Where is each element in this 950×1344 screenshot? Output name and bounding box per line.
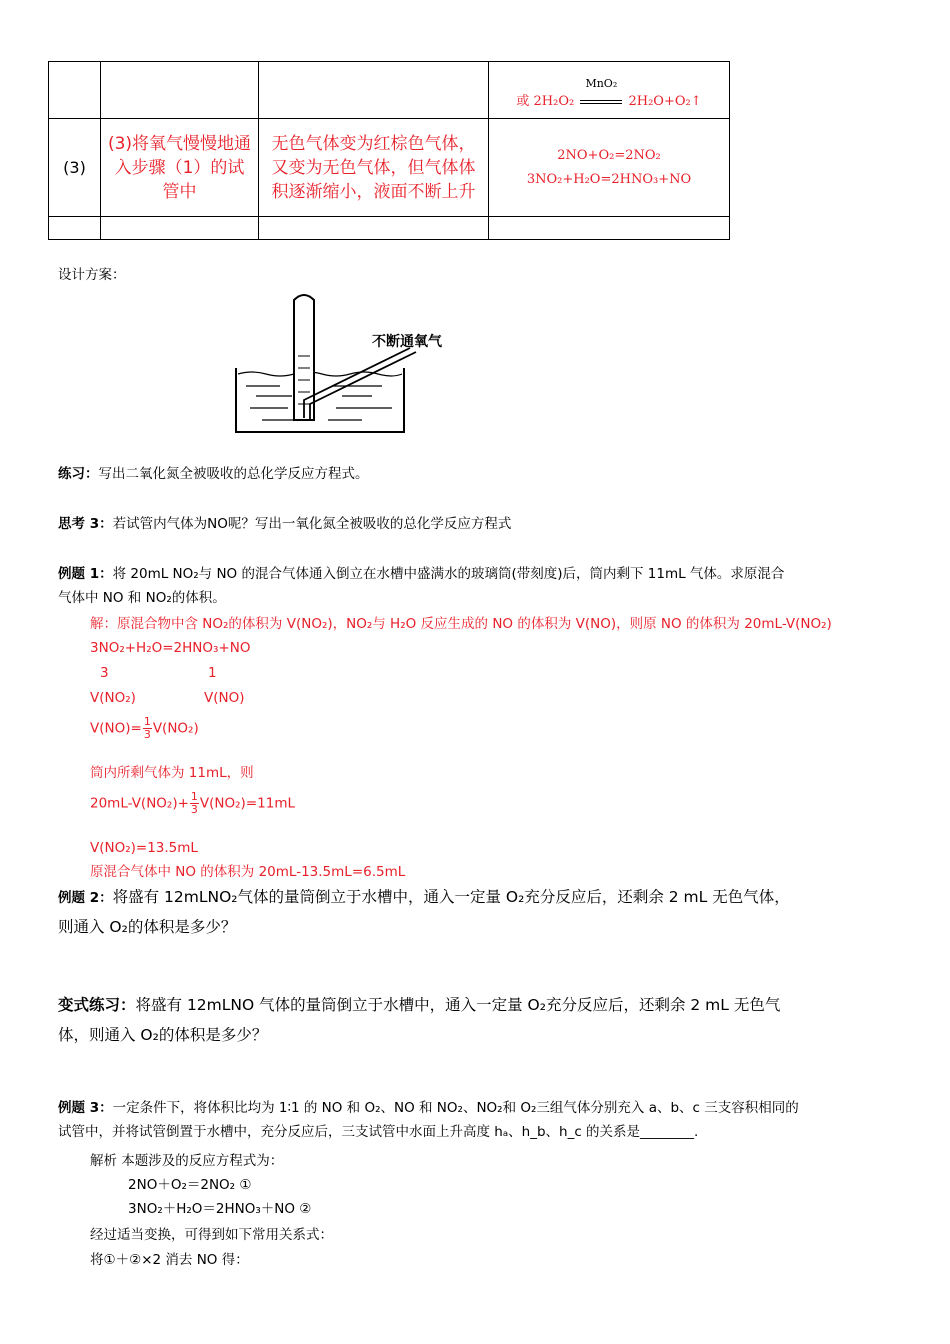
example3-text: 一定条件下，将体积比均为 1∶1 的 NO 和 O₂、NO 和 NO₂、NO₂和 O₂三组气体分别充入 a、b、c 三支容积相同的 — [112, 1100, 799, 1116]
table-cell — [489, 217, 730, 240]
example3-text: 试管中，并将试管倒置于水槽中，充分反应后，三支试管中水面上升高度 hₐ、h_b、h_c 的关系是________. — [58, 1124, 699, 1140]
equation-prefix: 或 2H₂O₂ — [516, 94, 575, 109]
example3-label: 例题 3： — [58, 1100, 113, 1116]
table-cell — [489, 62, 730, 119]
operation-cell: (3)将氧气慢慢地通入步骤（1）的试管中 — [101, 119, 259, 217]
table-cell — [101, 217, 259, 240]
fraction-denominator: 3 — [190, 803, 198, 816]
variant-text: 体，则通入 O₂的体积是多少？ — [58, 1026, 268, 1044]
fraction-numerator: 1 — [143, 715, 151, 728]
design-label: 设计方案： — [58, 267, 126, 283]
table-row — [49, 119, 730, 217]
table-cell — [259, 62, 489, 119]
think3 — [58, 512, 898, 536]
equation-part: V(NO)= — [90, 720, 142, 737]
example1-text: 将 20mL NO₂与 NO 的混合气体通入倒立在水槽中盛满水的玻璃筒(带刻度)后，筒内剩下 11mL 气体。求原混合 — [112, 566, 785, 582]
solution-line: 原混合气体中 NO 的体积为 20mL-13.5mL=6.5mL — [90, 864, 406, 880]
table-row — [49, 62, 730, 119]
decomposition-equation — [516, 77, 702, 109]
volume-variable: V(NO) — [204, 690, 245, 706]
coefficient: 3 — [100, 665, 109, 681]
think3-text: 若试管内气体为NO呢？写出一氧化氮全被吸收的总化学反应方程式 — [112, 516, 512, 532]
double-line-arrow — [580, 100, 622, 104]
solution-line: 解：原混合物中含 NO₂的体积为 V(NO₂)，NO₂与 H₂O 反应生成的 NO 的体积为 V(NO)，则原 NO 的体积为 20mL-V(NO₂) — [90, 616, 832, 632]
practice-text: 写出二氧化氮全被吸收的总化学反应方程式。 — [98, 466, 369, 482]
fraction — [190, 791, 199, 816]
table-row — [49, 217, 730, 240]
practice — [58, 462, 898, 486]
example2-text: 将盛有 12mLNO₂气体的量筒倒立于水槽中，通入一定量 O₂充分反应后，还剩余 2 mL 无色气体， — [112, 888, 790, 906]
reaction-1: 2NO＋O₂＝2NO₂ ① — [128, 1177, 252, 1193]
variant-label: 变式练习： — [58, 996, 136, 1014]
catalyst-label: MnO₂ — [585, 77, 618, 90]
coefficient: 1 — [208, 665, 217, 681]
example3 — [58, 1096, 898, 1144]
analysis-line: 解析 本题涉及的反应方程式为： — [90, 1153, 284, 1169]
table-cell — [49, 217, 101, 240]
fraction — [143, 716, 152, 741]
fraction-numerator: 1 — [190, 790, 198, 803]
experiment-table — [48, 61, 730, 240]
transform-line: 经过适当变换，可得到如下常用关系式： — [90, 1227, 333, 1243]
solution-line: 筒内所剩气体为 11mL，则 — [90, 765, 254, 781]
equation-b — [90, 791, 295, 816]
reaction-2: 3NO₂＋H₂O＝2HNO₃＋NO ② — [128, 1201, 312, 1217]
practice-label: 练习： — [58, 466, 99, 482]
table-cell — [259, 217, 489, 240]
equation-cell — [489, 119, 730, 217]
solution-line: V(NO₂)=13.5mL — [90, 840, 198, 856]
example1-text: 气体中 NO 和 NO₂的体积。 — [58, 590, 226, 606]
volume-variable: V(NO₂) — [90, 690, 136, 706]
fraction-denominator: 3 — [143, 728, 151, 741]
apparatus-figure — [232, 290, 472, 440]
table-cell — [49, 62, 101, 119]
equation-part: 20mL-V(NO₂)+ — [90, 795, 189, 812]
example1-label: 例题 1： — [58, 566, 113, 582]
example1-question — [58, 562, 898, 610]
think3-label: 思考 3： — [58, 516, 113, 532]
phenomenon-cell: 无色气体变为红棕色气体，又变为无色气体，但气体体积逐渐缩小，液面不断上升 — [259, 119, 489, 217]
equation-part: V(NO₂)=11mL — [199, 795, 295, 812]
example2-label: 例题 2： — [58, 890, 113, 906]
equation-part: V(NO₂) — [152, 720, 199, 737]
equation-a — [90, 716, 199, 741]
example2 — [58, 882, 898, 942]
equation-line: 2NO+O₂=2NO₂ — [557, 147, 661, 163]
table-cell — [101, 62, 259, 119]
equation-suffix: 2H₂O+O₂↑ — [628, 94, 702, 109]
eliminate-line: 将①＋②×2 消去 NO 得： — [90, 1252, 249, 1268]
figure-label: 不断通氧气 — [372, 334, 442, 350]
solution-line: 3NO₂+H₂O=2HNO₃+NO — [90, 640, 251, 656]
variant-text: 将盛有 12mLNO 气体的量筒倒立于水槽中，通入一定量 O₂充分反应后，还剩余 2 mL 无色气 — [135, 996, 781, 1014]
step-index: (3) — [49, 119, 101, 217]
equation-line: 3NO₂+H₂O=2HNO₃+NO — [526, 171, 692, 187]
variant-practice — [58, 990, 898, 1050]
catalyst-arrow — [578, 77, 624, 114]
example2-text: 则通入 O₂的体积是多少？ — [58, 918, 237, 936]
